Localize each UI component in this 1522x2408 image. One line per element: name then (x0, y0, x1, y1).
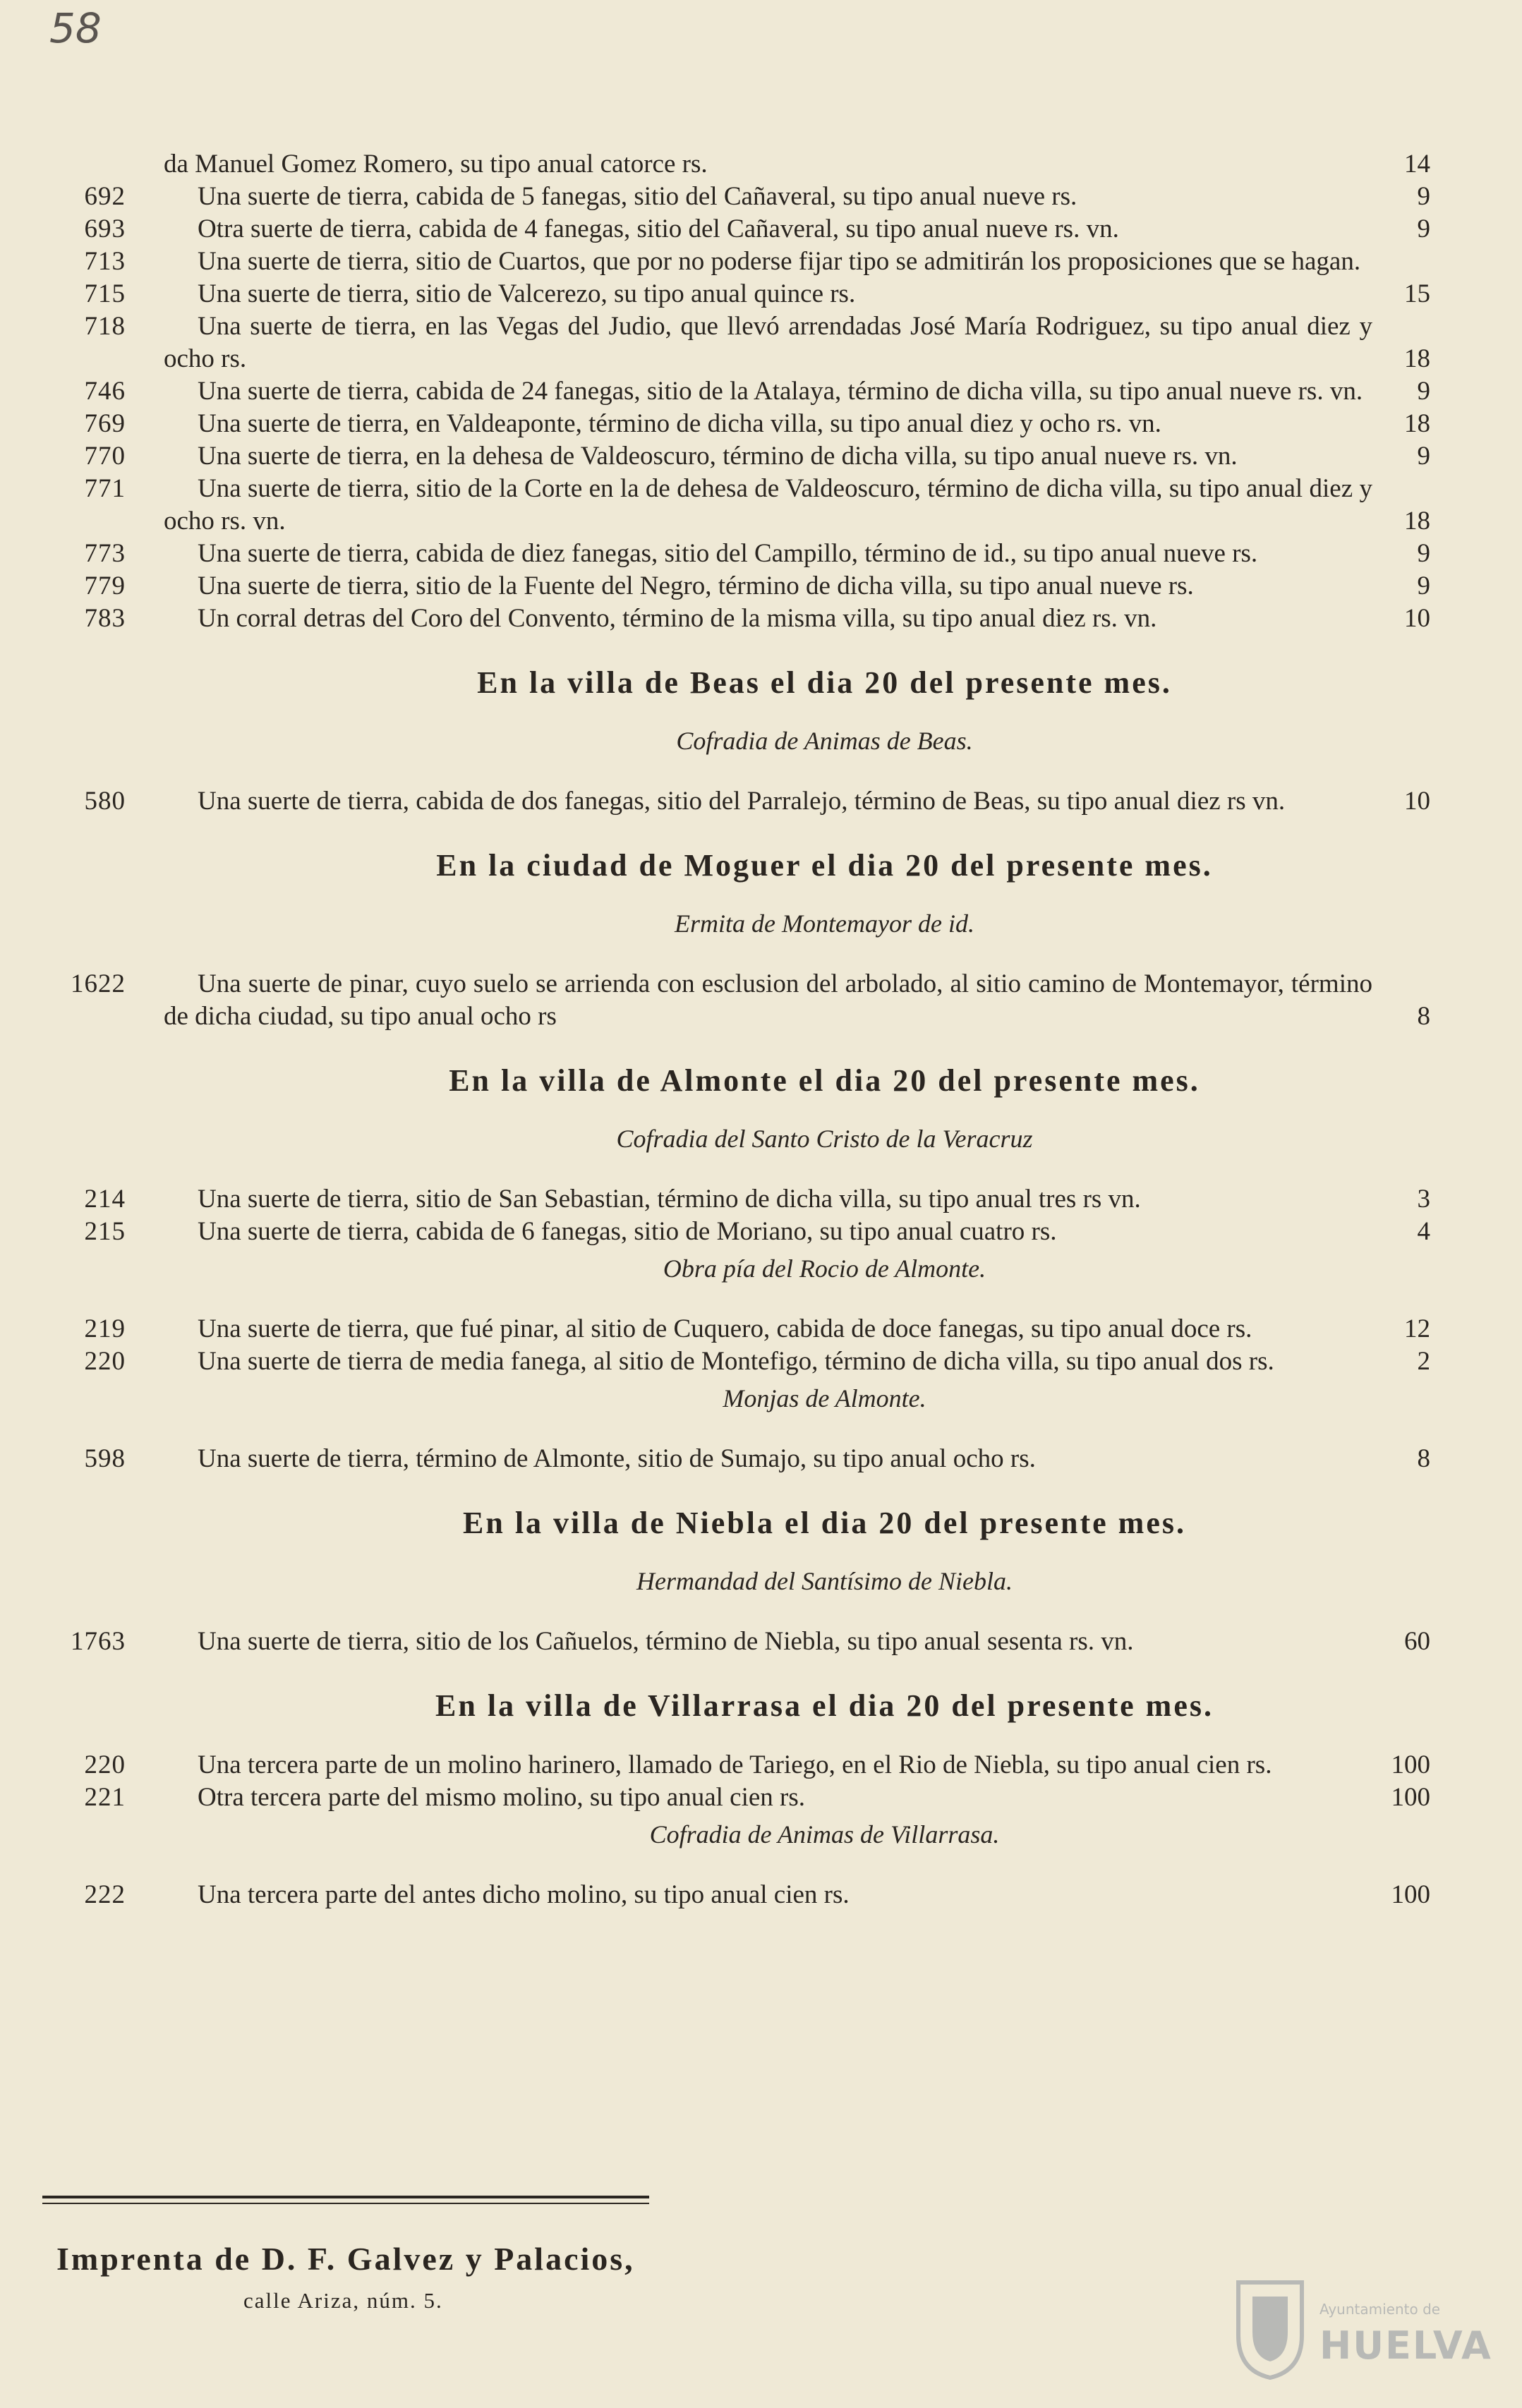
entry-description: Una suerte de tierra, cabida de diez fanegas, sitio del Campillo, término de id., su tipo anual nueve rs. (198, 539, 1258, 568)
entry-number: 220 (84, 1347, 126, 1376)
entry-price: 100 (1391, 1880, 1430, 1909)
entry-price: 14 (1404, 150, 1430, 179)
listing-entry (0, 1443, 1522, 1475)
listing-entry (0, 1216, 1522, 1248)
listing-entry (0, 968, 1522, 1033)
entry-description: Una suerte de tierra, sitio de Valcerezo, su tipo anual quince rs. (198, 279, 856, 308)
entry-description: Una suerte de tierra, en Valdeaponte, término de dicha villa, su tipo anual diez y ocho rs. vn. (198, 409, 1161, 438)
section-heading: En la ciudad de Moguer el dia 20 del presente mes. (436, 848, 1213, 883)
listing-entry (0, 408, 1522, 440)
listing-entry (0, 1313, 1522, 1345)
watermark-stamp (1228, 2275, 1492, 2381)
entry-number: 770 (84, 442, 126, 471)
listing-entry (0, 278, 1522, 310)
entry-description: Una suerte de tierra, cabida de 5 fanegas, sitio del Cañaveral, su tipo anual nueve rs. (198, 182, 1077, 211)
entry-description: Una suerte de tierra, sitio de San Sebastian, término de dicha villa, su tipo anual tres rs vn. (198, 1185, 1141, 1214)
entry-number: 773 (84, 539, 126, 568)
entry-price: 12 (1404, 1314, 1430, 1343)
entry-number: 715 (84, 279, 126, 308)
entry-number: 215 (84, 1217, 126, 1246)
crest-icon (1228, 2275, 1312, 2381)
entry-price: 15 (1404, 279, 1430, 308)
listing-entry (0, 181, 1522, 213)
page-corner-mark: 58 (49, 4, 102, 52)
entry-description: Una suerte de tierra, cabida de dos fanegas, sitio del Parralejo, término de Beas, su tipo anual diez rs vn. (198, 787, 1286, 816)
entry-description: Un corral detras del Coro del Convento, término de la misma villa, su tipo anual diez rs. vn. (198, 604, 1157, 633)
entry-description: Una suerte de tierra, sitio de los Cañuelos, término de Niebla, su tipo anual sesenta rs. vn. (198, 1627, 1134, 1656)
entry-number: 220 (84, 1750, 126, 1779)
entry-description: Una suerte de tierra de media fanega, al sitio de Montefigo, término de dicha villa, su tipo anual dos rs. (198, 1347, 1274, 1376)
entry-description: Una tercera parte de un molino harinero, llamado de Tariego, en el Rio de Niebla, su tipo anual cien rs. (198, 1750, 1272, 1779)
entry-number: 693 (84, 214, 126, 243)
entry-number: 692 (84, 182, 126, 211)
group-subtitle: Cofradia de Animas de Villarrasa. (649, 1820, 1000, 1849)
listing-entry (0, 1781, 1522, 1814)
entry-number: 1763 (71, 1627, 126, 1656)
section-heading: En la villa de Beas el dia 20 del presente mes. (477, 665, 1172, 700)
entry-number: 1622 (71, 969, 126, 998)
entry-number: 221 (84, 1783, 126, 1812)
entry-price: 3 (1417, 1185, 1430, 1214)
entry-number: 713 (84, 247, 126, 276)
listing-entry (0, 1879, 1522, 1911)
entry-price: 60 (1404, 1627, 1430, 1656)
listing-entry (0, 375, 1522, 408)
section-heading: En la villa de Niebla el dia 20 del presente mes. (463, 1506, 1186, 1540)
group-subtitle: Obra pía del Rocio de Almonte. (663, 1254, 986, 1283)
entry-description: Una suerte de tierra, cabida de 24 fanegas, sitio de la Atalaya, término de dicha villa, su tipo anual nueve rs. vn. (198, 377, 1363, 406)
entry-price: 18 (1404, 344, 1430, 373)
listing-entry (0, 1183, 1522, 1216)
entry-number: 219 (84, 1314, 126, 1343)
entry-price: 9 (1417, 571, 1430, 600)
entry-price: 18 (1404, 507, 1430, 536)
section-heading: En la villa de Villarrasa el dia 20 del presente mes. (435, 1688, 1214, 1723)
entry-price: 2 (1417, 1347, 1430, 1376)
entry-description: Una suerte de tierra, sitio de la Corte en la de dehesa de Valdeoscuro, término de dicha villa, su tipo anual diez y ocho rs. vn. (164, 474, 1372, 536)
entry-description: Una suerte de tierra, sitio de la Fuente del Negro, término de dicha villa, su tipo anual nueve rs. (198, 571, 1194, 600)
listing-entry (0, 1749, 1522, 1781)
entry-number: 214 (84, 1185, 126, 1214)
listing-entry (0, 246, 1522, 278)
listing-entry (0, 213, 1522, 246)
listing-entry (0, 148, 1522, 181)
entry-number: 783 (84, 604, 126, 633)
entry-price: 9 (1417, 442, 1430, 471)
entry-number: 598 (84, 1444, 126, 1473)
entry-price: 9 (1417, 214, 1430, 243)
entry-price: 100 (1391, 1750, 1430, 1779)
section-heading: En la villa de Almonte el dia 20 del presente mes. (449, 1063, 1200, 1098)
entry-number: 769 (84, 409, 126, 438)
entry-price: 8 (1417, 1444, 1430, 1473)
stamp-name: HUELVA (1319, 2323, 1492, 2368)
entry-price: 9 (1417, 377, 1430, 406)
stamp-label: Ayuntamiento de (1319, 2301, 1441, 2318)
entry-price: 100 (1391, 1783, 1430, 1812)
entry-price: 18 (1404, 409, 1430, 438)
entry-number: 779 (84, 571, 126, 600)
entry-price: 9 (1417, 539, 1430, 568)
entry-description: Una suerte de tierra, sitio de Cuartos, que por no poderse fijar tipo se admitirán los proposiciones que se hagan. (198, 247, 1361, 276)
entry-price: 10 (1404, 787, 1430, 816)
entry-description: Otra suerte de tierra, cabida de 4 fanegas, sitio del Cañaveral, su tipo anual nueve rs. vn. (198, 214, 1119, 243)
entry-price: 4 (1417, 1217, 1430, 1246)
entry-number (0, 148, 141, 181)
entry-number: 746 (84, 377, 126, 406)
entry-description: Una suerte de tierra, en la dehesa de Valdeoscuro, término de dicha villa, su tipo anual nueve rs. vn. (198, 442, 1238, 471)
entry-price: 9 (1417, 182, 1430, 211)
entry-description: da Manuel Gomez Romero, su tipo anual catorce rs. (164, 150, 708, 179)
entry-number: 718 (84, 312, 126, 341)
entry-description: Una tercera parte del antes dicho molino, su tipo anual cien rs. (198, 1880, 850, 1909)
entry-price: 10 (1404, 604, 1430, 633)
printer-imprint: Imprenta de D. F. Galvez y Palacios, (56, 2241, 635, 2277)
entry-description: Una suerte de tierra, en las Vegas del Judio, que llevó arrendadas José María Rodriguez, su tipo anual diez y ocho rs. (164, 312, 1372, 373)
entry-number: 222 (84, 1880, 126, 1909)
entry-description: Otra tercera parte del mismo molino, su tipo anual cien rs. (198, 1783, 806, 1812)
entry-description: Una suerte de tierra, cabida de 6 fanegas, sitio de Moriano, su tipo anual cuatro rs. (198, 1217, 1057, 1246)
group-subtitle: Hermandad del Santísimo de Niebla. (636, 1567, 1013, 1595)
group-subtitle: Ermita de Montemayor de id. (675, 909, 974, 938)
listing-entry (0, 785, 1522, 818)
entry-price: 8 (1417, 1002, 1430, 1031)
listing-body (0, 148, 1522, 1911)
entry-description: Una suerte de tierra, término de Almonte, sitio de Sumajo, su tipo anual ocho rs. (198, 1444, 1036, 1473)
footer-rule-thick (42, 2196, 649, 2198)
entry-description: Una suerte de pinar, cuyo suelo se arrienda con esclusion del arbolado, al sitio camino de Montemayor, término de dicha ciudad, su tipo anual ocho rs (164, 969, 1372, 1031)
entry-number: 771 (84, 474, 126, 503)
group-subtitle: Cofradia de Animas de Beas. (676, 727, 973, 755)
listing-entry (0, 538, 1522, 570)
printer-address: calle Ariza, núm. 5. (243, 2288, 443, 2313)
listing-entry (0, 473, 1522, 538)
listing-entry (0, 1345, 1522, 1378)
listing-entry (0, 1626, 1522, 1658)
entry-description: Una suerte de tierra, que fué pinar, al sitio de Cuquero, cabida de doce fanegas, su tipo anual doce rs. (198, 1314, 1252, 1343)
listing-entry (0, 440, 1522, 473)
footer-rule-thin (42, 2203, 649, 2204)
group-subtitle: Monjas de Almonte. (723, 1384, 926, 1412)
listing-entry (0, 603, 1522, 635)
listing-entry (0, 570, 1522, 603)
entry-number: 580 (84, 787, 126, 816)
group-subtitle: Cofradia del Santo Cristo de la Veracruz (616, 1125, 1033, 1153)
listing-entry (0, 310, 1522, 375)
